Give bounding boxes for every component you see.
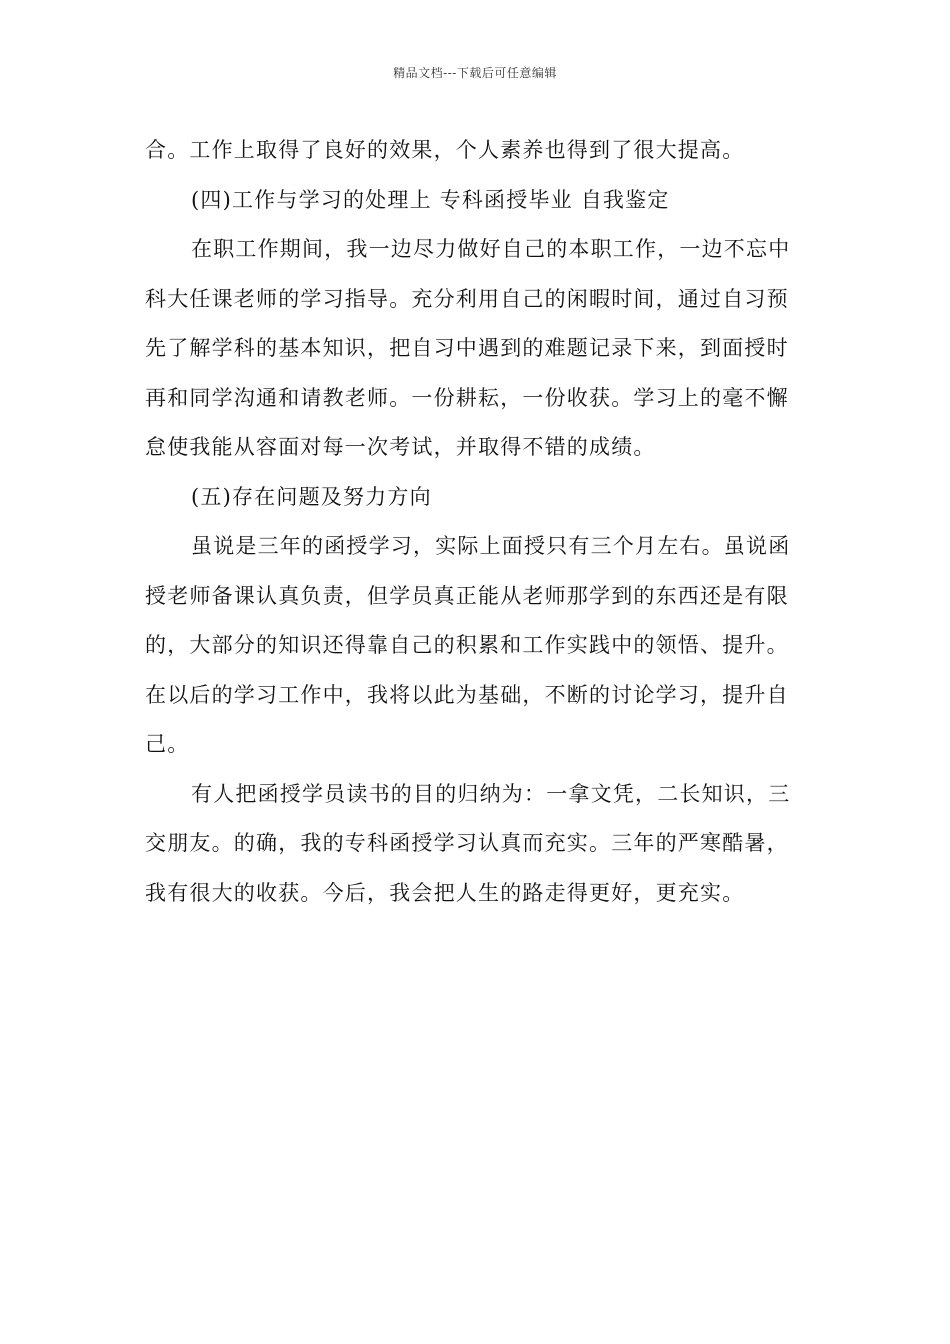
text-line: 授老师备课认真负责，但学员真正能从老师那学到的东西还是有限 <box>145 583 789 608</box>
section-heading-4: (四)工作与学习的处理上 专科函授毕业 自我鉴定 <box>191 187 670 212</box>
section-heading-5: (五)存在问题及努力方向 <box>191 484 432 509</box>
document-body <box>145 126 810 918</box>
text-line: 在以后的学习工作中，我将以此为基础，不断的讨论学习，提升自 <box>145 682 789 707</box>
text-line: 怠使我能从容面对每一次考试，并取得不错的成绩。 <box>145 435 656 459</box>
text-line: 合。工作上取得了良好的效果，个人素养也得到了很大提高。 <box>145 138 745 162</box>
text-line: 我有很大的收获。今后，我会把人生的路走得更好，更充实。 <box>145 880 745 905</box>
text-line: 有人把函授学员读书的目的归纳为：一拿文凭，二长知识，三 <box>191 781 791 806</box>
text-line: 先了解学科的基本知识，把自习中遇到的难题记录下来，到面授时 <box>145 336 789 360</box>
text-line: 的，大部分的知识还得靠自己的积累和工作实践中的领悟、提升。 <box>145 633 789 657</box>
text-line: 在职工作期间，我一边尽力做好自己的本职工作，一边不忘中 <box>191 237 791 261</box>
text-line: 交朋友。的确，我的专科函授学习认真而充实。三年的严寒酷暑， <box>145 831 789 855</box>
text-line: 己。 <box>145 732 190 756</box>
text-line: 再和同学沟通和请教老师。一份耕耘，一份收获。学习上的毫不懈 <box>145 385 789 410</box>
text-line: 科大任课老师的学习指导。充分利用自己的闲暇时间，通过自习预 <box>145 286 789 311</box>
page-header: 精品文档---下载后可任意编辑 <box>393 66 557 80</box>
text-line: 虽说是三年的函授学习，实际上面授只有三个月左右。虽说函 <box>191 534 791 558</box>
